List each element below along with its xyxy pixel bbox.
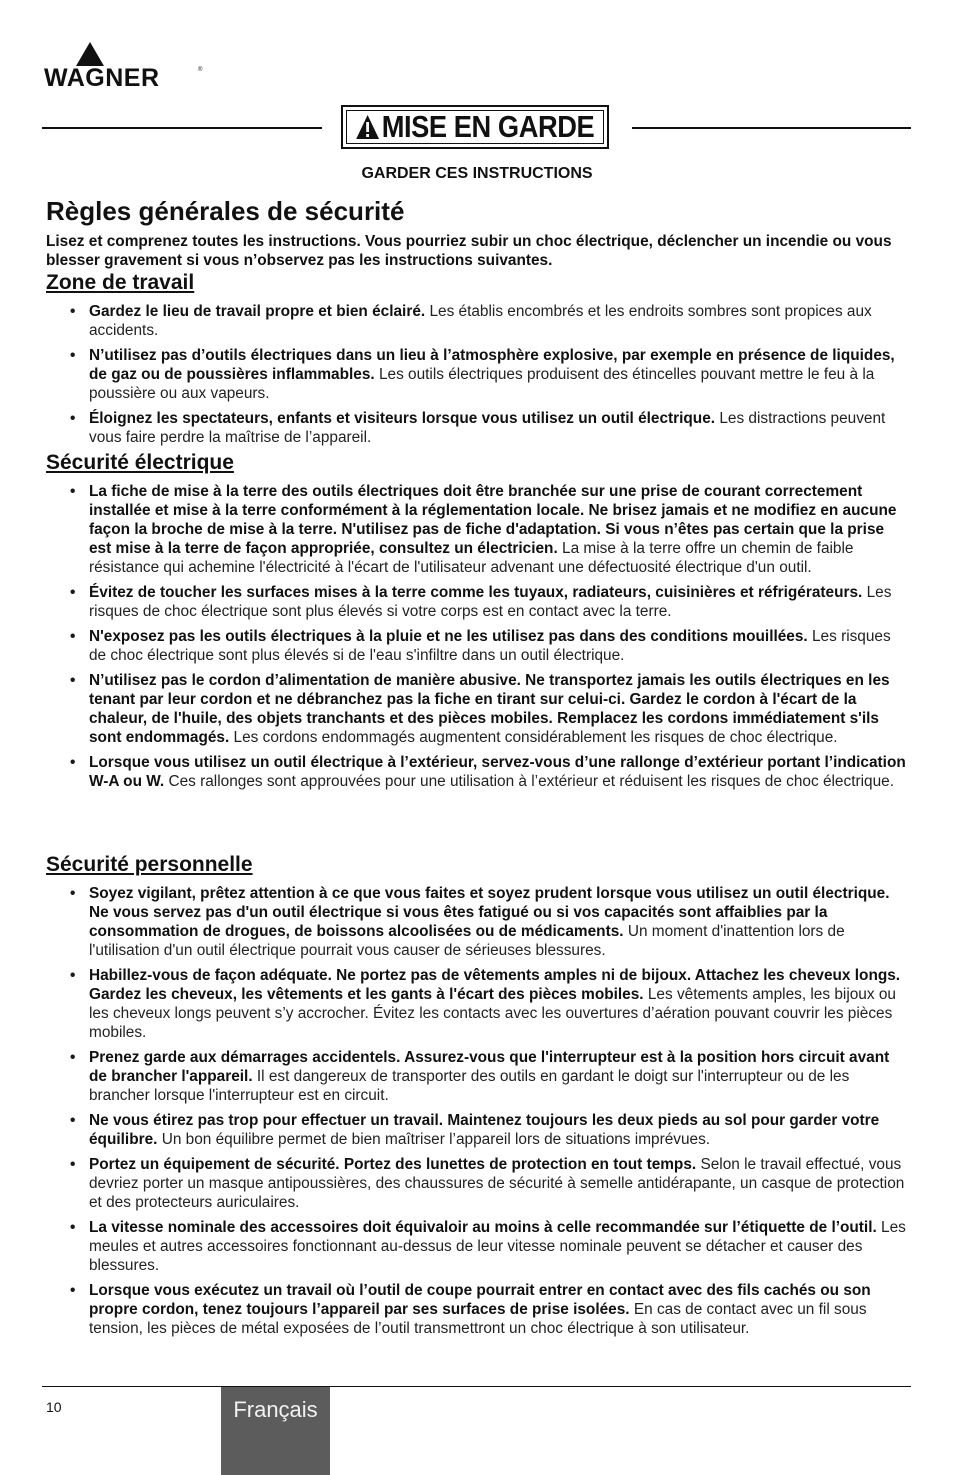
footer-rule — [42, 1386, 911, 1387]
list-item — [46, 966, 908, 1042]
bullet: • — [70, 1112, 76, 1129]
bullet: • — [70, 885, 76, 902]
list-item — [46, 671, 908, 747]
bullet: • — [70, 628, 76, 645]
bullet: • — [70, 1156, 76, 1173]
item-text: Les cordons endommagés augmentent considérablement les risques de choc électrique. — [229, 729, 838, 746]
item-text: Les meules et autres accessoires fonctionnant au-dessus de leur vitesse nominale peuvent se détacher et causer des blessures. — [89, 1219, 906, 1274]
bullet: • — [70, 303, 76, 320]
bullet: • — [70, 1219, 76, 1236]
list-item — [46, 302, 908, 340]
list-item — [46, 753, 908, 791]
item-text: Un moment d'inattention lors de l'utilisation d'un outil électrique pourrait vous causer de sérieuses blessures. — [89, 923, 845, 959]
item-text: Les établis encombrés et les endroits sombres sont propices aux accidents. — [89, 303, 872, 339]
section-heading-zone-travail: Zone de travail — [46, 271, 195, 294]
item-text: Les risques de choc électrique sont plus élevés si votre corps est en contact avec la terre. — [89, 584, 892, 620]
item-bold-text: N’utilisez pas d’outils électriques dans un lieu à l’atmosphère explosive, par exemple en présence de liquides, de gaz ou de poussières inflammables. — [89, 347, 895, 383]
bullet: • — [70, 672, 76, 689]
item-text: Il est dangereux de transporter des outils en gardant le doigt sur l'interrupteur ou de les brancher lorsque l'interrupteur est en circuit. — [89, 1068, 850, 1104]
bullet: • — [70, 410, 76, 427]
item-text: Les distractions peuvent vous faire perdre la maîtrise de l’appareil. — [89, 410, 886, 446]
item-text: Un bon équilibre permet de bien maîtriser l’appareil lors de situations imprévues. — [157, 1131, 711, 1148]
item-bold-text: Ne vous étirez pas trop pour effectuer un travail. Maintenez toujours les deux pieds au sol pour garder votre équilibre. — [89, 1112, 880, 1148]
bullet: • — [70, 1049, 76, 1066]
bullet: • — [70, 967, 76, 984]
wagner-logo — [44, 42, 204, 90]
item-bold-text: N'exposez pas les outils électriques à la pluie et ne les utilisez pas dans des conditions mouillées. — [89, 628, 808, 645]
language-tab: Français — [221, 1387, 330, 1475]
item-bold-text: N’utilisez pas le cordon d’alimentation de manière abusive. Ne transportez jamais les outils électriques en les tenant par leur cordon et ne débranchez pas la fiche en tirant sur celui-ci. Gardez le cordon à l'écart de la chaleur, de l'huile, des objets tranchants et des pièces mobiles. Remplacez les cordons immédiatement s'ils sont endommagés. — [89, 672, 890, 746]
item-text: Les outils électriques produisent des étincelles pouvant mettre le feu à la poussière ou aux vapeurs. — [89, 366, 875, 402]
header-rule-right — [632, 127, 911, 129]
section-heading-securite-electrique: Sécurité électrique — [46, 451, 234, 474]
warning-title: MISE EN GARDE — [381, 109, 595, 144]
logo-registered-mark: ® — [198, 67, 203, 73]
item-text: Les vêtements amples, les bijoux ou les cheveux longs peuvent s’y accrocher. Évitez les contacts avec les ouvertures d’aération pouvant couvrir les pièces mobiles. — [89, 986, 896, 1041]
list-item — [46, 884, 908, 960]
item-text: Selon le travail effectué, vous devriez porter un masque antipoussières, des chaussures de sécurité à semelle antidérapante, un casque de protection et des protecteurs auriculaires. — [89, 1156, 905, 1211]
list-item — [46, 482, 908, 577]
bullet: • — [70, 483, 76, 500]
list-item — [46, 1048, 908, 1105]
list-item — [46, 346, 908, 403]
item-bold-text: Prenez garde aux démarrages accidentels. Assurez-vous que l'interrupteur est à la position hors circuit avant de brancher l'appareil. — [89, 1049, 890, 1085]
warning-banner — [341, 105, 609, 149]
bullet: • — [70, 347, 76, 364]
section-list-securite-electrique — [46, 482, 908, 797]
bullet: • — [70, 1282, 76, 1299]
section-list-zone-travail — [46, 302, 908, 453]
list-item — [46, 1218, 908, 1275]
page-number: 10 — [46, 1399, 62, 1415]
item-bold-text: La fiche de mise à la terre des outils électriques doit être branchée sur une prise de courant correctement installée et mise à la terre conformément à la réglementation locale. Ne brisez jamais et ne modifiez en aucune façon la broche de mise à la terre. N'utilisez pas de fiche d'adaptation. Si vous n’êtes pas certain que la prise est mise à la terre de façon appropriée, consultez un électricien. — [89, 483, 897, 557]
item-bold-text: Éloignez les spectateurs, enfants et visiteurs lorsque vous utilisez un outil électrique. — [89, 410, 716, 427]
item-text: En cas de contact avec un fil sous tension, les pièces de métal exposées de l’outil transmettront un choc électrique à son utilisateur. — [89, 1301, 867, 1337]
bullet: • — [70, 584, 76, 601]
item-bold-text: Lorsque vous utilisez un outil électrique à l’extérieur, servez-vous d’une rallonge d’extérieur portant l’indication W-A ou W. — [89, 754, 906, 790]
page-title: Règles générales de sécurité — [46, 196, 405, 226]
intro-paragraph: Lisez et comprenez toutes les instructions. Vous pourriez subir un choc électrique, déclencher un incendie ou vous blesser gravement si vous n’observez pas les instructions suivantes. — [46, 233, 892, 269]
keep-instructions: GARDER CES INSTRUCTIONS — [361, 165, 593, 182]
list-item — [46, 409, 908, 447]
header-rule-left — [42, 127, 322, 129]
logo-peak-icon — [70, 42, 110, 66]
logo-text: WAGNER — [44, 64, 160, 92]
warning-title-wrap — [356, 109, 595, 145]
item-bold-text: Lorsque vous exécutez un travail où l’outil de coupe pourrait entrer en contact avec des fils cachés ou son propre cordon, tenez toujours l’appareil par ses surfaces de prise isolées. — [89, 1282, 871, 1318]
item-bold-text: Soyez vigilant, prêtez attention à ce que vous faites et soyez prudent lorsque vous utilisez un outil électrique. Ne vous servez pas d'un outil électrique si vous êtes fatigué ou si vos capacités sont affaiblies par la consommation de drogues, de boissons alcoolisées ou de médicaments. — [89, 885, 890, 940]
item-bold-text: Portez un équipement de sécurité. Portez des lunettes de protection en tout temps. — [89, 1156, 697, 1173]
item-text: Ces rallonges sont approuvées pour une utilisation à l’extérieur et réduisent les risques de choc électrique. — [164, 773, 894, 790]
section-list-securite-personnelle — [46, 884, 908, 1344]
item-bold-text: Gardez le lieu de travail propre et bien éclairé. — [89, 303, 426, 320]
list-item — [46, 627, 908, 665]
item-text: La mise à la terre offre un chemin de faible résistance qui achemine l'électricité à l'écart de l'utilisateur advenant une défectuosité électrique d'un outil. — [89, 540, 854, 576]
item-bold-text: Évitez de toucher les surfaces mises à la terre comme les tuyaux, radiateurs, cuisinières et réfrigérateurs. — [89, 584, 863, 601]
list-item — [46, 1111, 908, 1149]
item-bold-text: La vitesse nominale des accessoires doit équivaloir au moins à celle recommandée sur l’étiquette de l’outil. — [89, 1219, 877, 1236]
list-item — [46, 1281, 908, 1338]
bullet: • — [70, 754, 76, 771]
list-item — [46, 1155, 908, 1212]
item-text: Les risques de choc électrique sont plus élevés si de l'eau s'infiltre dans un outil électrique. — [89, 628, 891, 664]
section-heading-securite-personnelle: Sécurité personnelle — [46, 853, 253, 876]
warning-triangle-icon — [356, 114, 381, 140]
list-item — [46, 583, 908, 621]
item-bold-text: Habillez-vous de façon adéquate. Ne portez pas de vêtements amples ni de bijoux. Attachez les cheveux longs. Gardez les cheveux, les vêtements et les gants à l'écart des pièces mobiles. — [89, 967, 901, 1003]
